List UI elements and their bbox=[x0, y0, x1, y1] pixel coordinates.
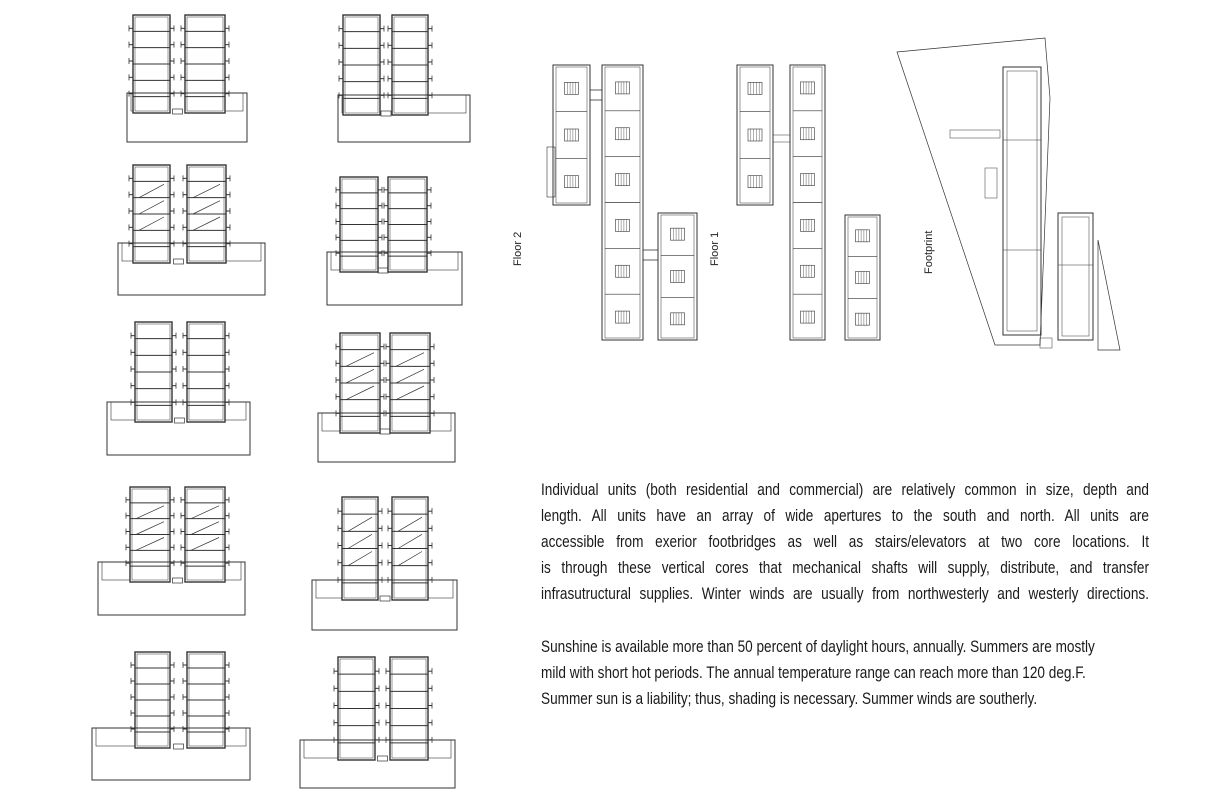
stair-core bbox=[801, 128, 815, 140]
core-door bbox=[381, 111, 391, 116]
base-wing bbox=[427, 252, 458, 270]
stair bbox=[396, 369, 424, 383]
building-section-4 bbox=[98, 487, 245, 615]
stair-core bbox=[856, 230, 870, 242]
building-section-9 bbox=[312, 497, 457, 630]
core-door bbox=[378, 756, 388, 761]
stair-core bbox=[616, 174, 630, 186]
stair bbox=[398, 552, 422, 566]
site-triangle bbox=[1098, 240, 1120, 350]
base-wing bbox=[225, 728, 246, 746]
stair-core bbox=[616, 82, 630, 94]
stair-core bbox=[801, 174, 815, 186]
stair bbox=[191, 538, 219, 551]
stair bbox=[396, 353, 424, 367]
stair-core bbox=[856, 272, 870, 284]
stair bbox=[191, 522, 219, 535]
base-wing bbox=[225, 562, 241, 580]
stair-core bbox=[748, 176, 762, 188]
stair bbox=[396, 386, 424, 400]
text-line: mild with short hot periods. The annual temperature range can reach more than 120 deg.F. bbox=[541, 663, 1086, 682]
text-line: Sunshine is available more than 50 percent of daylight hours, annually. Summers are mostly bbox=[541, 637, 1095, 656]
stair-core bbox=[565, 176, 579, 188]
stair-core bbox=[616, 265, 630, 277]
tower bbox=[126, 487, 174, 582]
core-door bbox=[378, 268, 388, 273]
unit-block bbox=[737, 65, 773, 205]
footprint-wing bbox=[1058, 213, 1093, 340]
stair-core bbox=[671, 228, 685, 240]
stair bbox=[139, 201, 164, 214]
tower bbox=[129, 165, 174, 263]
unit-block bbox=[602, 65, 643, 340]
text-line: is through these vertical cores that mechanical shafts will supply, distribute, and transfer bbox=[541, 558, 1149, 577]
block-inner bbox=[661, 215, 694, 338]
stair-core bbox=[801, 219, 815, 231]
stair-core bbox=[671, 313, 685, 325]
tower bbox=[131, 652, 174, 748]
tower bbox=[183, 322, 229, 422]
building-section-10 bbox=[300, 657, 455, 788]
block-outline bbox=[658, 213, 697, 340]
base-wing bbox=[430, 413, 451, 431]
block-inner bbox=[556, 67, 587, 203]
tower bbox=[181, 15, 229, 113]
stair-core bbox=[616, 219, 630, 231]
footprint-element bbox=[985, 168, 997, 198]
footprint-wing-inner bbox=[1062, 217, 1089, 336]
base-wing bbox=[122, 243, 133, 261]
footprint-label: Footprint bbox=[923, 230, 935, 274]
stair bbox=[136, 506, 164, 519]
base-block bbox=[107, 402, 250, 455]
core-door bbox=[380, 596, 390, 601]
tower bbox=[339, 15, 384, 115]
unit-block bbox=[658, 213, 697, 340]
building-section-1 bbox=[127, 15, 247, 142]
footprint-plan bbox=[897, 38, 1120, 350]
stair bbox=[348, 534, 372, 548]
stair-core bbox=[616, 128, 630, 140]
tower bbox=[129, 15, 174, 113]
stair bbox=[348, 552, 372, 566]
block-inner bbox=[848, 217, 877, 338]
stair-core bbox=[801, 311, 815, 323]
building-section-5 bbox=[92, 652, 250, 780]
stair bbox=[398, 534, 422, 548]
text-line: accessible from exerior footbridges as well as stairs/elevators at two core locations. It bbox=[541, 532, 1149, 551]
core-door bbox=[174, 744, 184, 749]
text-line: length. All units have an array of wide apertures to the south and north. All units are bbox=[541, 506, 1149, 525]
building-section-2 bbox=[118, 165, 265, 295]
stair bbox=[193, 201, 220, 214]
stair-core bbox=[671, 271, 685, 283]
text-line: infrasutructural supplies. Winter winds are usually from northwesterly and westerly directions. bbox=[541, 584, 1149, 603]
block-outline bbox=[553, 65, 590, 205]
footprint-tower-inner bbox=[1007, 71, 1037, 331]
tower bbox=[183, 165, 230, 263]
tower bbox=[386, 333, 434, 433]
description-paragraph-1 bbox=[541, 477, 1149, 607]
stair bbox=[346, 353, 374, 367]
core-door bbox=[173, 109, 183, 114]
stair bbox=[139, 217, 164, 230]
base-wing bbox=[304, 740, 338, 758]
description-paragraph-2 bbox=[541, 634, 1149, 712]
block-inner bbox=[740, 67, 770, 203]
tower bbox=[334, 657, 379, 760]
stair-core bbox=[801, 82, 815, 94]
base-block bbox=[338, 95, 470, 142]
stair bbox=[193, 217, 220, 230]
base-wing bbox=[225, 93, 243, 111]
text-line: Individual units (both residential and commercial) are relatively common in size, depth and bbox=[541, 480, 1149, 499]
stair-core bbox=[748, 82, 762, 94]
stair bbox=[193, 184, 220, 197]
stair-core bbox=[565, 129, 579, 141]
base-block bbox=[327, 252, 462, 305]
tower bbox=[336, 333, 384, 433]
unit-block bbox=[790, 65, 825, 340]
stair bbox=[398, 517, 422, 531]
stair bbox=[348, 517, 372, 531]
building-section-8 bbox=[318, 333, 455, 462]
stair-core bbox=[616, 311, 630, 323]
base-block bbox=[318, 413, 455, 462]
floor-1-plan bbox=[737, 65, 880, 340]
base-wing bbox=[225, 402, 246, 420]
block-outline bbox=[737, 65, 773, 205]
stair bbox=[136, 522, 164, 535]
stair bbox=[139, 184, 164, 197]
footprint-element bbox=[1040, 338, 1052, 348]
tower bbox=[183, 652, 229, 748]
building-section-6 bbox=[338, 15, 470, 142]
base-wing bbox=[226, 243, 261, 261]
footprint-tower bbox=[1003, 67, 1041, 335]
site-boundary bbox=[897, 38, 1050, 345]
tower bbox=[388, 497, 432, 600]
base-wing bbox=[428, 95, 466, 113]
core-door bbox=[380, 429, 390, 434]
base-block bbox=[312, 580, 457, 630]
tower bbox=[338, 497, 382, 600]
floor-2-label: Floor 2 bbox=[512, 231, 524, 266]
stair-core bbox=[565, 82, 579, 94]
footprint-bridge bbox=[950, 130, 1000, 138]
stair-core bbox=[856, 313, 870, 325]
building-section-7 bbox=[327, 177, 462, 305]
stair bbox=[346, 386, 374, 400]
tower bbox=[181, 487, 229, 582]
unit-block bbox=[553, 65, 590, 205]
building-section-3 bbox=[107, 322, 250, 455]
stair-core bbox=[801, 265, 815, 277]
floor-1-label: Floor 1 bbox=[709, 231, 721, 266]
stair-core bbox=[748, 129, 762, 141]
tower bbox=[131, 322, 176, 422]
text-line: Summer sun is a liability; thus, shading is necessary. Summer winds are southerly. bbox=[541, 689, 1038, 708]
core-door bbox=[173, 578, 183, 583]
base-block bbox=[118, 243, 265, 295]
core-door bbox=[175, 418, 185, 423]
core-door bbox=[174, 259, 184, 264]
stair bbox=[346, 369, 374, 383]
base-wing bbox=[428, 740, 451, 758]
floor-2-plan bbox=[547, 65, 697, 340]
base-wing bbox=[331, 252, 340, 270]
tower bbox=[384, 177, 431, 272]
stair bbox=[136, 538, 164, 551]
base-wing bbox=[322, 413, 340, 431]
base-block bbox=[300, 740, 455, 788]
tower bbox=[388, 15, 432, 115]
tower bbox=[386, 657, 432, 760]
base-block bbox=[92, 728, 250, 780]
base-wing bbox=[96, 728, 135, 746]
tower bbox=[336, 177, 382, 272]
balcony bbox=[547, 147, 555, 197]
stair bbox=[191, 506, 219, 519]
block-outline bbox=[845, 215, 880, 340]
unit-block bbox=[845, 215, 880, 340]
